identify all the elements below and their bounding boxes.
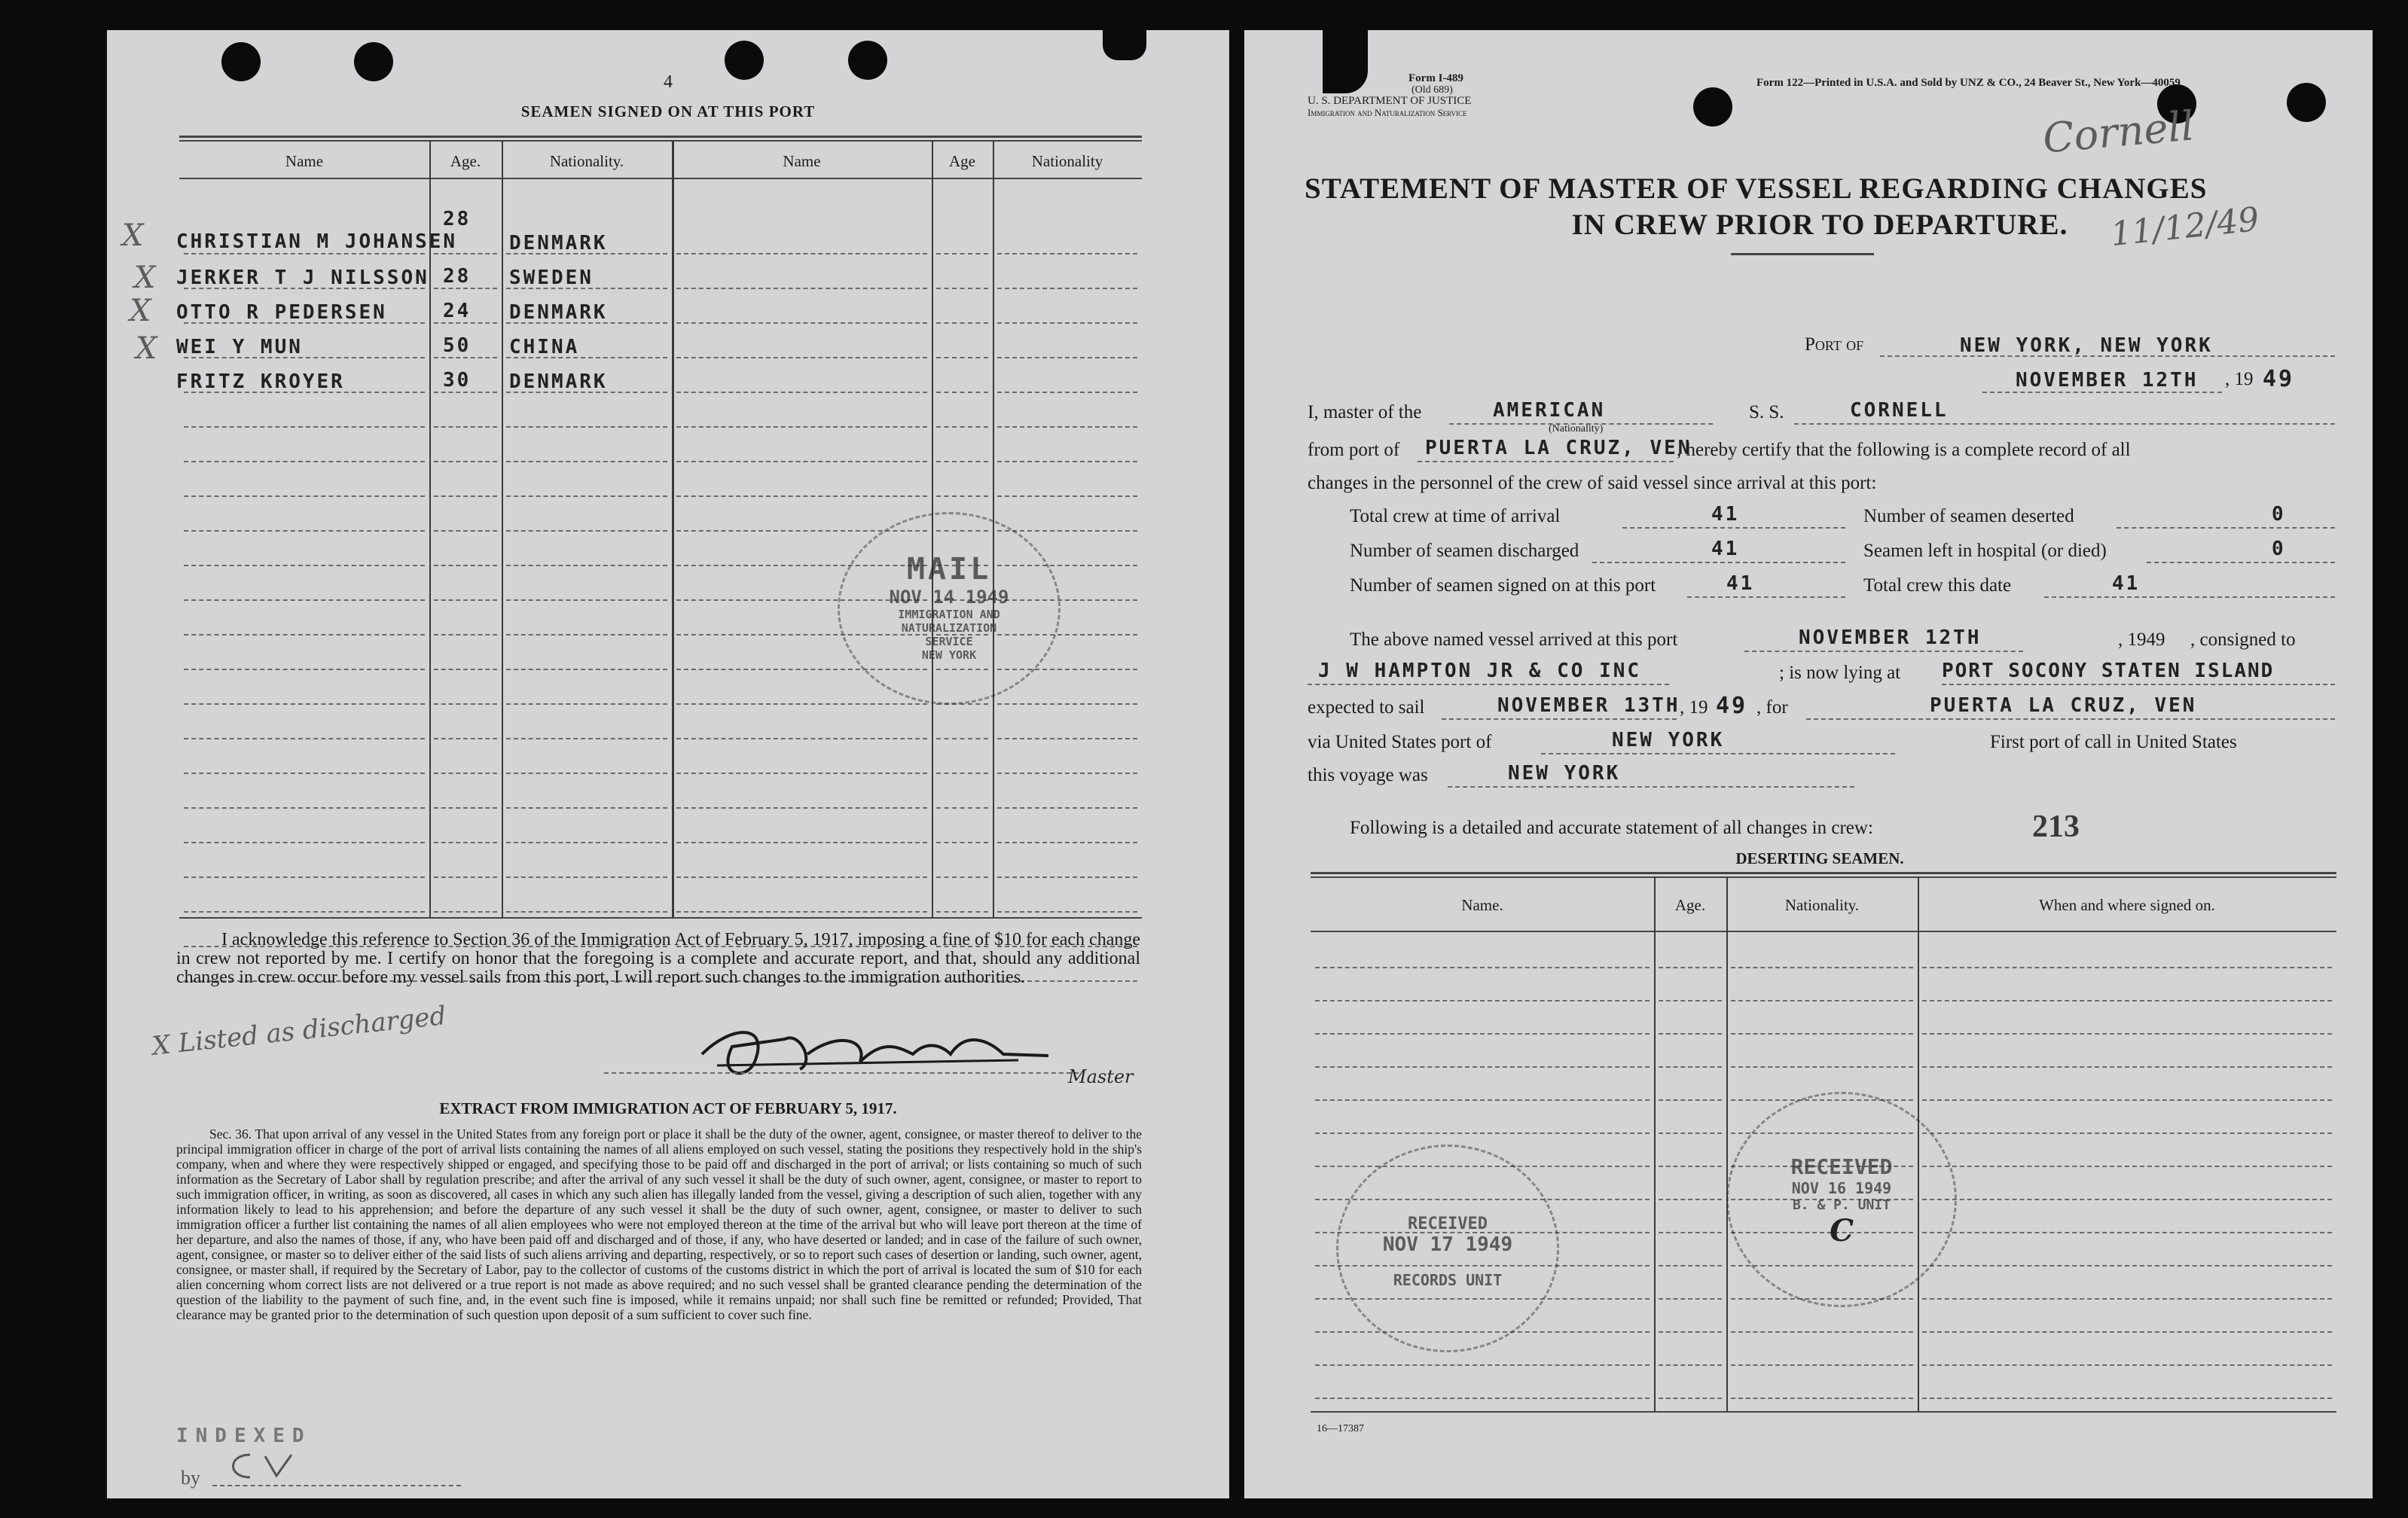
sail-year-prefix: , 19	[1680, 697, 1708, 718]
following-label: Following is a detailed and accurate statement of all changes in crew:	[1350, 818, 1873, 838]
year-prefix: , 19	[2225, 369, 2254, 389]
master-signature	[687, 1009, 1079, 1092]
column-header: Name	[285, 152, 324, 170]
vessel-name: CORNELL	[1850, 399, 1949, 422]
voyage-label: this voyage was	[1308, 765, 1428, 785]
hospital-label: Seamen left in hospital (or died)	[1863, 541, 2107, 561]
column-header: Name	[783, 152, 821, 170]
column-header: Age.	[1674, 896, 1706, 914]
handwritten-vessel-name: Cornell	[2040, 102, 2196, 163]
form-title-line1: STATEMENT OF MASTER OF VESSEL REGARDING CHANGES	[1305, 172, 2208, 205]
seaman-nationality: SWEDEN	[509, 267, 594, 289]
initials-signature	[220, 1447, 310, 1485]
via-label: via United States port of	[1308, 732, 1492, 752]
sail-date: NOVEMBER 13TH	[1497, 694, 1680, 717]
seaman-name: CHRISTIAN M JOHANSEN	[176, 230, 458, 253]
signed-on-value: 41	[1726, 572, 1755, 595]
sail-label: expected to sail	[1308, 697, 1425, 718]
page-title: SEAMEN SIGNED ON AT THIS PORT	[520, 102, 816, 120]
master-label: Master	[1068, 1066, 1134, 1087]
seaman-name: OTTO R PEDERSEN	[176, 301, 387, 324]
total-date-label: Total crew this date	[1863, 575, 2012, 596]
seaman-age: 24	[443, 300, 472, 322]
printer-line: Form 122—Printed in U.S.A. and Sold by UNZ & CO., 24 Beaver St., New York—40059	[1756, 77, 2181, 89]
destination: PUERTA LA CRUZ, VEN	[1930, 694, 2197, 717]
ss-label: S. S.	[1749, 402, 1784, 422]
seaman-name: WEI Y MUN	[176, 336, 303, 358]
deserted-value: 0	[2272, 503, 2286, 526]
total-arrival-value: 41	[1711, 503, 1740, 526]
column-header: Name.	[1461, 896, 1503, 914]
mail-received-stamp: MAIL NOV 14 1949 IMMIGRATION AND NATURALIZATION SERVICE NEW YORK	[838, 512, 1061, 705]
punch-hole	[2287, 83, 2326, 122]
statute-text: Sec. 36. That upon arrival of any vessel in the United States from any foreign port or place it shall be the duty of the owner, agent, consignee, or master thereof to deliver to the principal immigration officer in charge of the port of arrival lists containing the names of all aliens employed on such vessel, stating the positions they respectively hold in the ship's company, when and where they were respectively shipped or engaged, and specifying those to be paid off and discharged in the port of arrival; or lists containing so much of such information as the Secretary of Labor shall by regulation prescribe; and after the arrival of any such vessel it shall be the duty of such owner, agent, consignee, or master to report to such immigration officer, in writing, as soon as discovered, all cases in which any such alien has illegally landed from the vessel, giving a description of such alien, together with any information likely to lead to his apprehension; and before the departure of any such vessel it shall be the duty of such owner, agent, consignee, or master to deliver to such immigration officer a further list containing the names of all alien employees who were not employed thereon at the time of the arrival but who will leave port thereon at the time of her departure, and also the names of those, if any, who have been paid off and discharged and of those, if any, who have deserted or landed; and in case of the failure of such owner, agent, consignee, or master so to deliver either of the said lists of such aliens arriving and departing, respectively, or so to report such cases of desertion or landing, such owner, agent, consignee, or master shall, if required by the Secretary of Labor, pay to the collector of customs of the customs district in which the port of arrival is located the sum of $10 for each alien concerning whom correct lists are not delivered or a true report is not made as above required; and no such vessel shall be granted clearance pending the determination of the question of the liability to the payment of such fine, and, in the event such fine is imposed, while it remains unpaid; nor shall such fine be remitted or refunded; Provided, That clearance may be granted prior to the determination of such question upon deposit of a sum sufficient to cover such fine.	[176, 1126, 1142, 1322]
column-header: When and where signed on.	[2039, 896, 2215, 914]
signed-on-label: Number of seamen signed on at this port	[1350, 575, 1656, 596]
form-title-line2: IN CREW PRIOR TO DEPARTURE.	[1571, 209, 2068, 241]
consignee: J W HAMPTON JR & CO INC	[1318, 660, 1642, 682]
service: Immigration and Naturalization Service	[1308, 107, 1467, 118]
check-mark: X	[122, 218, 144, 253]
handwritten-note: X Listed as discharged	[151, 1001, 448, 1062]
sheet-number: 213	[2032, 809, 2080, 844]
port-label: Port of	[1805, 334, 1864, 355]
torn-edge	[1103, 30, 1146, 60]
right-page	[1244, 30, 2373, 1498]
arrived-label: The above named vessel arrived at this port	[1350, 629, 1678, 650]
arrived-year: , 1949	[2118, 629, 2165, 650]
form-old-number: (Old 689)	[1412, 84, 1453, 96]
statement-year: 49	[2263, 366, 2295, 392]
lying-at-value: PORT SOCONY STATEN ISLAND	[1942, 660, 2275, 682]
seaman-nationality: DENMARK	[509, 301, 608, 324]
column-header: Nationality.	[1784, 896, 1860, 914]
for-label: , for	[1756, 697, 1788, 718]
extract-title: EXTRACT FROM IMMIGRATION ACT OF FEBRUARY 5, 1917.	[439, 1099, 897, 1117]
seaman-nationality: CHINA	[509, 336, 580, 358]
first-port-label: First port of call in United States	[1990, 732, 2237, 752]
consigned-label: , consigned to	[2190, 629, 2296, 650]
seaman-age: 50	[443, 334, 472, 357]
punch-hole	[1693, 87, 1732, 126]
by-label: by	[181, 1467, 200, 1489]
deserted-label: Number of seamen deserted	[1863, 506, 2074, 526]
discharged-label: Number of seamen discharged	[1350, 541, 1579, 561]
deserting-title: DESERTING SEAMEN.	[1735, 849, 1904, 867]
handwritten-date: 11/12/49	[2108, 200, 2261, 255]
seaman-name: FRITZ KROYER	[176, 370, 345, 393]
port-value: NEW YORK, NEW YORK	[1960, 334, 2213, 357]
vessel-nationality: AMERICAN	[1493, 399, 1606, 422]
indexed-label: INDEXED	[176, 1425, 312, 1447]
seaman-nationality: DENMARK	[509, 232, 608, 255]
column-header: Nationality	[1031, 152, 1103, 170]
total-arrival-label: Total crew at time of arrival	[1350, 506, 1561, 526]
records-unit-stamp: RECEIVED NOV 17 1949 RECORDS UNIT	[1336, 1145, 1559, 1352]
page-number: 4	[664, 72, 673, 92]
voyage-value: NEW YORK	[1508, 762, 1621, 785]
column-header: Age.	[450, 152, 481, 170]
seaman-name: JERKER T J NILSSON	[176, 267, 429, 289]
nationality-caption: (Nationality)	[1549, 423, 1604, 434]
seaman-age: 28	[443, 208, 472, 230]
acknowledgement-text: I acknowledge this reference to Section 36 of the Immigration Act of February 5, 1917, imposing a fine of $10 for each change in crew not reported by me. I certify on honor that the foregoing is a complete and accurate report, and that, should any additional changes in crew occur before my vessel sails from this port, I will report such changes to the immigration authorities.	[176, 930, 1140, 987]
from-port-value: PUERTA LA CRUZ, VEN	[1425, 437, 1692, 459]
lying-at-label: ; is now lying at	[1779, 663, 1901, 683]
check-mark: X	[136, 331, 157, 366]
left-page	[107, 30, 1229, 1498]
department: U. S. DEPARTMENT OF JUSTICE	[1308, 95, 1472, 107]
from-port-label: from port of	[1308, 440, 1400, 460]
statement-date: NOVEMBER 12TH	[2016, 369, 2199, 392]
changes-text: changes in the personnel of the crew of said vessel since arrival at this port:	[1308, 473, 1877, 493]
torn-edge	[1323, 30, 1368, 93]
seaman-age: 28	[443, 265, 472, 288]
footer-code: 16—17387	[1317, 1423, 1364, 1434]
arrived-date: NOVEMBER 12TH	[1799, 626, 1982, 649]
form-number: Form I-489	[1408, 72, 1463, 84]
total-date-value: 41	[2112, 572, 2141, 595]
master-of-label: I, master of the	[1308, 402, 1422, 422]
seaman-age: 30	[443, 369, 472, 392]
seaman-nationality: DENMARK	[509, 370, 608, 393]
via-port: NEW YORK	[1612, 729, 1725, 751]
sail-year: 49	[1716, 693, 1748, 719]
certify-text: , hereby certify that the following is a complete record of all	[1677, 440, 2131, 460]
column-header: Age	[949, 152, 975, 170]
check-mark: X	[130, 294, 151, 328]
check-mark: X	[134, 261, 156, 295]
column-header: Nationality.	[549, 152, 624, 170]
hospital-value: 0	[2272, 538, 2286, 560]
discharged-value: 41	[1711, 538, 1740, 560]
received-stamp: RECEIVED NOV 16 1949 B. & P. UNIT C	[1726, 1092, 1957, 1307]
